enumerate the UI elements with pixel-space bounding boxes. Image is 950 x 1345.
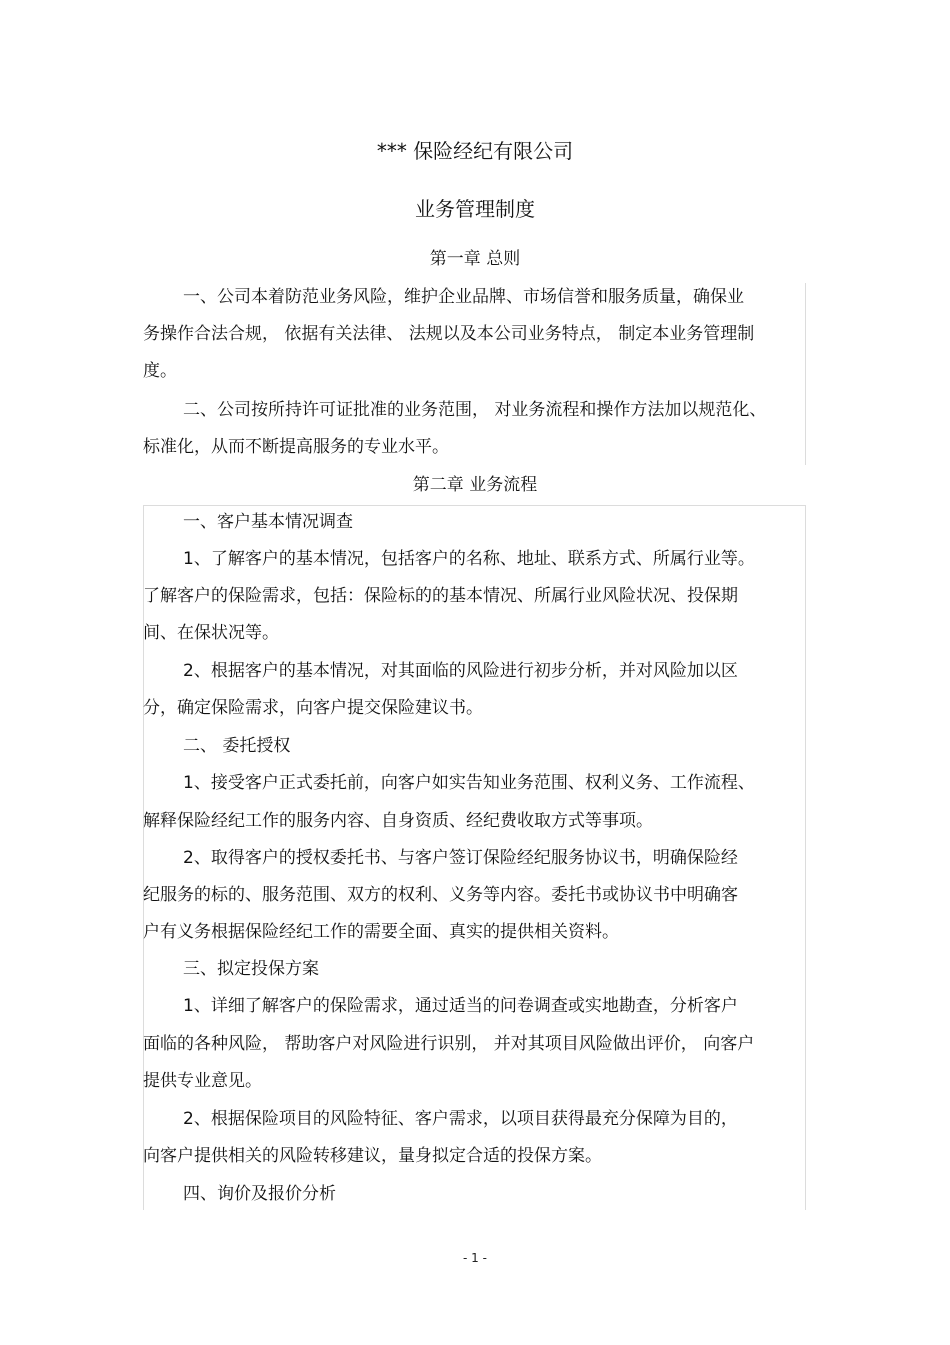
s3-p1-line1: 1、详细了解客户的保险需求，通过适当的问卷调查或实地勘查，分析客户 [183,996,738,1016]
s1-p2-line1: 2、根据客户的基本情况，对其面临的风险进行初步分析，并对风险加以区 [183,661,738,681]
section1-title: 一、客户基本情况调查 [183,512,353,532]
s3-p2-line1: 2、根据保险项目的风险特征、客户需求，以项目获得最充分保障为目的， [183,1109,738,1129]
company-title: *** 保险经纪有限公司 [376,139,574,163]
frame-line-left-2 [143,505,144,1210]
s1-p2-line2: 分，确定保险需求，向客户提交保险建议书。 [143,698,483,718]
chapter1-heading: 第一章 总则 [429,249,521,269]
s3-p2-line2: 向客户提供相关的风险转移建议，量身拟定合适的投保方案。 [143,1146,602,1166]
s1-p1-line1: 1、了解客户的基本情况，包括客户的名称、地址、联系方式、所属行业等。 [183,549,755,569]
s3-p1-line3: 提供专业意见。 [143,1071,262,1091]
page-number: - 1 - [463,1251,487,1265]
frame-line-right-2 [805,505,806,1210]
ch1-p1-line1: 一、公司本着防范业务风险，维护企业品牌、市场信誉和服务质量，确保业 [183,287,744,307]
frame-line-top-2 [143,505,806,506]
s3-p1-line2: 面临的各种风险， 帮助客户对风险进行识别， 并对其项目风险做出评价， 向客户 [143,1034,755,1054]
ch1-p2-line1: 二、公司按所持许可证批准的业务范围， 对业务流程和操作方法加以规范化、 [183,400,767,420]
s2-p2-line2: 纪服务的标的、服务范围、双方的权利、义务等内容。委托书或协议书中明确客 [143,885,738,905]
ch1-p1-line2: 务操作合法合规， 依据有关法律、 法规以及本公司业务特点， 制定本业务管理制 [143,324,755,344]
s2-p1-line2: 解释保险经纪工作的服务内容、自身资质、经纪费收取方式等事项。 [143,811,653,831]
s1-p1-line2: 了解客户的保险需求，包括：保险标的的基本情况、所属行业风险状况、投保期 [143,586,738,606]
section2-title: 二、 委托授权 [183,736,291,756]
section4-title: 四、询价及报价分析 [183,1184,336,1204]
section3-title: 三、拟定投保方案 [183,959,319,979]
frame-line-right-top [805,283,806,465]
s2-p2-line1: 2、取得客户的授权委托书、与客户签订保险经纪服务协议书，明确保险经 [183,848,738,868]
s1-p1-line3: 间、在保状况等。 [143,623,279,643]
chapter2-heading: 第二章 业务流程 [412,475,538,495]
s2-p2-line3: 户有义务根据保险经纪工作的需要全面、真实的提供相关资料。 [143,922,619,942]
ch1-p1-line3: 度。 [143,361,177,381]
document-title: 业务管理制度 [415,197,535,221]
s2-p1-line1: 1、接受客户正式委托前，向客户如实告知业务范围、权利义务、工作流程、 [183,773,755,793]
ch1-p2-line2: 标准化，从而不断提高服务的专业水平。 [143,437,449,457]
